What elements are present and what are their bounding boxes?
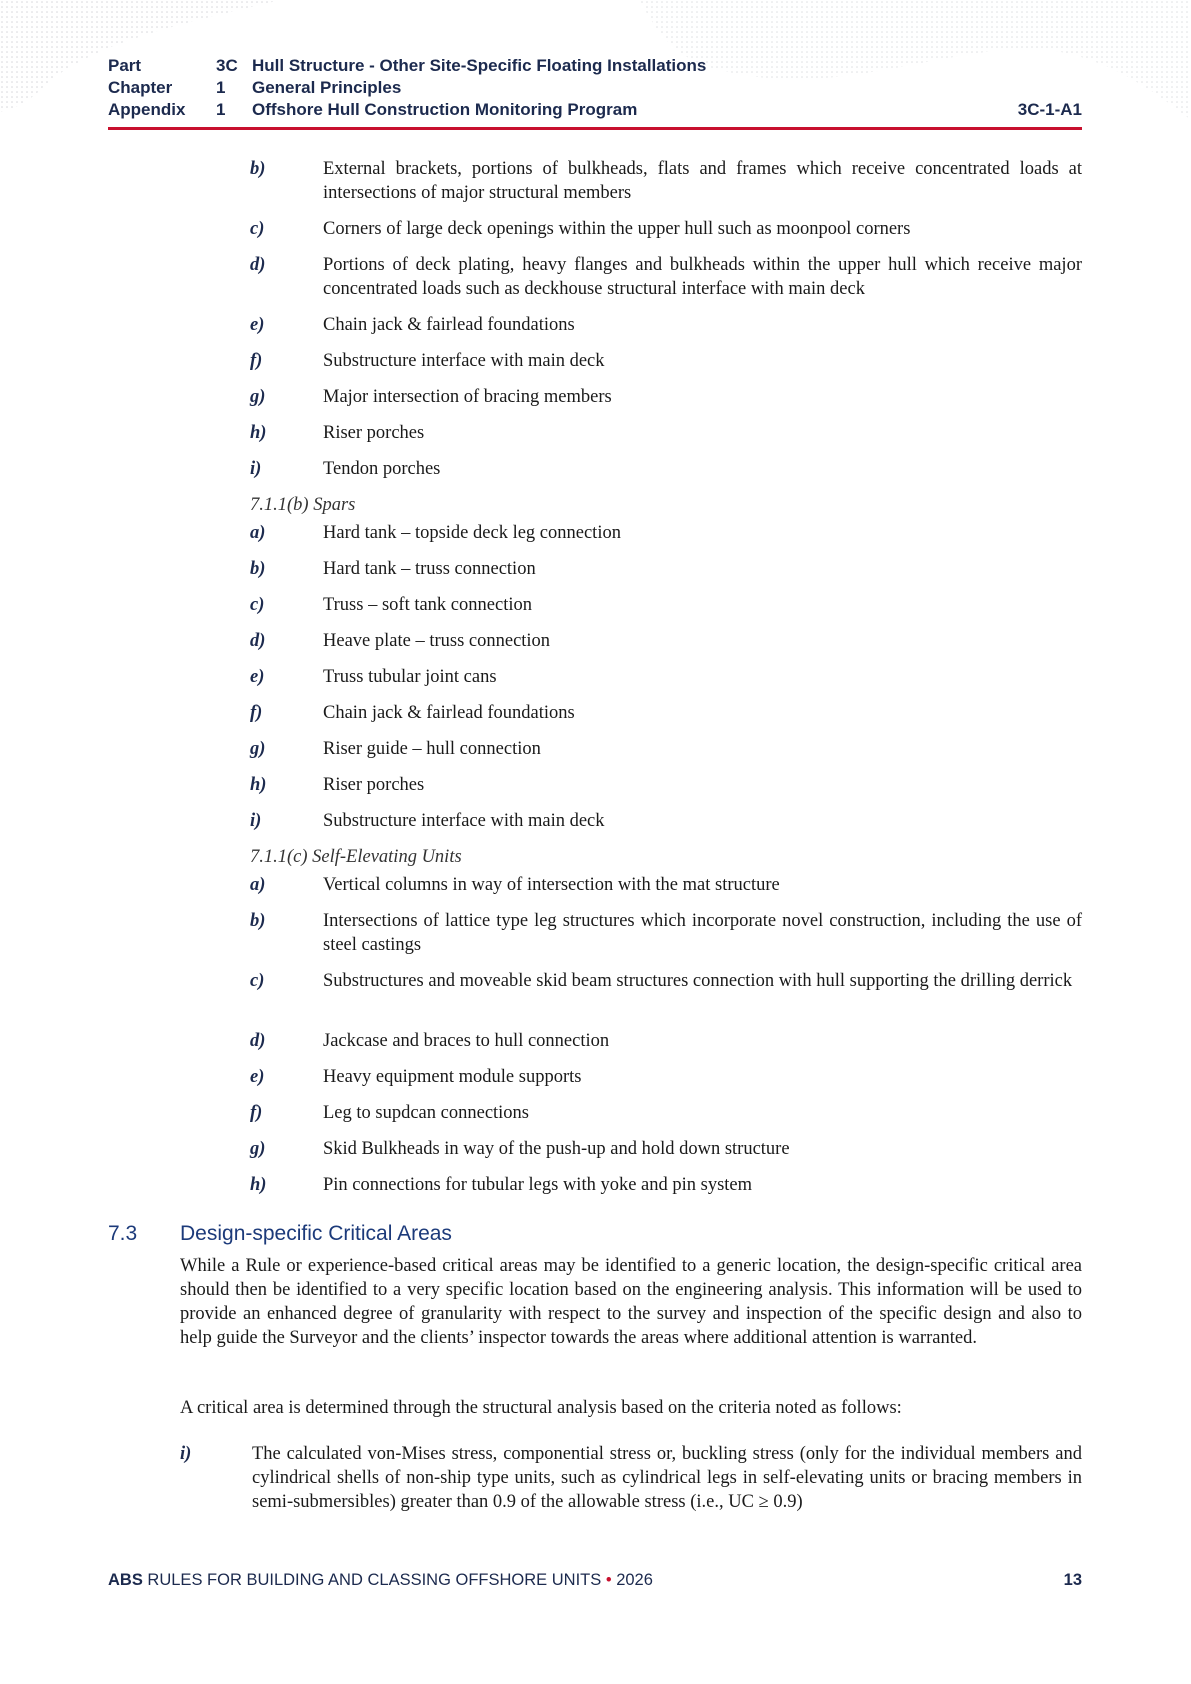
list-item-text: Chain jack & fairlead foundations (323, 703, 575, 723)
list-item-label: c) (250, 219, 265, 239)
section-number: 7.3 (108, 1222, 138, 1245)
list-item-label: b) (250, 911, 266, 931)
list-item-text: Truss tubular joint cans (323, 667, 497, 687)
list-item-text: External brackets, portions of bulkheads, flats and frames which receive concentrated loads at intersections of major structural members (323, 159, 1082, 203)
list-item-label: a) (250, 875, 266, 895)
list-item-label: g) (250, 739, 266, 759)
footer-brand: ABS (108, 1571, 143, 1589)
section-paragraph: While a Rule or experience-based critical areas may be identified to a generic location, the design-specific critical area should then be identified to a very specific location based on the engineering analysis. This information will be used to provide an enhanced degree of granularity with respect to the survey and inspection of the specific design and also to help guide the Surveyor and the clients’ inspector towards the areas where additional attention is warranted. (180, 1256, 1082, 1348)
list-item-text: Portions of deck plating, heavy flanges and bulkheads within the upper hull which receive major concentrated loads such as deckhouse structural interface with main deck (323, 255, 1082, 299)
list-item-label: f) (250, 703, 263, 723)
list-item-text: Leg to supdcan connections (323, 1103, 530, 1123)
criteria-item-text: The calculated von-Mises stress, componential stress or, buckling stress (only for the individual members and cylindrical shells of non-ship type units, such as cylindrical legs in self-elevating units or bracing members in semi-submersibles) greater than 0.9 of the allowable stress (i.e., UC ≥ 0.9) (252, 1444, 1082, 1512)
list-item-label: h) (250, 775, 267, 795)
list-item-label: h) (250, 1175, 267, 1195)
header-chapter-title: General Principles (252, 78, 402, 97)
footer-title: RULES FOR BUILDING AND CLASSING OFFSHORE UNITS (142, 1571, 606, 1589)
header-chapter-key: Chapter (108, 78, 173, 97)
header-appendix-number: 1 (216, 100, 226, 119)
list-item-label: b) (250, 559, 266, 579)
list-item-label: i) (250, 459, 262, 479)
list-item-text: Riser guide – hull connection (323, 739, 541, 759)
header-section-code: 3C-1-A1 (1017, 100, 1082, 119)
header-appendix-key: Appendix (108, 100, 186, 119)
list-item-label: b) (250, 159, 266, 179)
section-paragraph: A critical area is determined through the structural analysis based on the criteria noted as follows: (180, 1398, 902, 1418)
list-item-label: g) (250, 1139, 266, 1159)
page-footer (108, 1571, 1082, 1595)
list-item-label: d) (250, 631, 266, 651)
list-item-label: f) (250, 351, 263, 371)
page-number: 13 (1063, 1571, 1082, 1589)
footer-year: 2026 (611, 1571, 653, 1589)
list-item-text: Truss – soft tank connection (323, 595, 532, 615)
list-item-text: Major intersection of bracing members (323, 387, 612, 407)
list-item-text: Corners of large deck openings within the upper hull such as moonpool corners (323, 219, 911, 239)
subsection-heading-text: 7.1.1(b) Spars (250, 495, 356, 515)
list-item-text: Chain jack & fairlead foundations (323, 315, 575, 335)
list-item-label: d) (250, 255, 266, 275)
subsection-heading-text: 7.1.1(c) Self-Elevating Units (250, 847, 462, 867)
list-item-text: Intersections of lattice type leg structures which incorporate novel construction, including the use of steel castings (323, 911, 1082, 955)
list-item-text: Hard tank – truss connection (323, 559, 536, 579)
list-item-label: e) (250, 667, 265, 687)
list-item-text: Vertical columns in way of intersection with the mat structure (323, 875, 780, 895)
header-appendix-title: Offshore Hull Construction Monitoring Program (252, 100, 638, 119)
header-rule (108, 127, 1082, 130)
list-item-text: Riser porches (323, 775, 425, 795)
list-item-label: d) (250, 1031, 266, 1051)
list-item-text: Hard tank – topside deck leg connection (323, 523, 621, 543)
list-item-text: Heave plate – truss connection (323, 631, 551, 651)
footer-bullet: • (605, 1571, 612, 1589)
list-item-text: Substructure interface with main deck (323, 811, 605, 831)
list-item-text: Skid Bulkheads in way of the push-up and hold down structure (323, 1139, 790, 1159)
list-item-text: Tendon porches (323, 459, 441, 479)
list-item-text: Substructure interface with main deck (323, 351, 605, 371)
list-item-label: g) (250, 387, 266, 407)
list-item-text: Jackcase and braces to hull connection (323, 1031, 610, 1051)
header-part-number: 3C (216, 56, 238, 75)
list-item-label: a) (250, 523, 266, 543)
section-title: Design-specific Critical Areas (180, 1222, 452, 1245)
header-part-title: Hull Structure - Other Site-Specific Floating Installations (252, 56, 707, 75)
list-item-label: e) (250, 1067, 265, 1087)
list-item-label: e) (250, 315, 265, 335)
header-part-key: Part (108, 56, 142, 75)
list-item-label: c) (250, 971, 265, 991)
list-item-text: Heavy equipment module supports (323, 1067, 582, 1087)
list-item-text: Substructures and moveable skid beam structures connection with hull supporting the drilling derrick (323, 971, 1073, 991)
list-item-label: h) (250, 423, 267, 443)
list-item-label: f) (250, 1103, 263, 1123)
list-item-label: c) (250, 595, 265, 615)
list-item-text: Pin connections for tubular legs with yoke and pin system (323, 1175, 753, 1195)
header-chapter-number: 1 (216, 78, 226, 97)
criteria-item-label: i) (180, 1444, 192, 1464)
list-item-label: i) (250, 811, 262, 831)
list-item-text: Riser porches (323, 423, 425, 443)
